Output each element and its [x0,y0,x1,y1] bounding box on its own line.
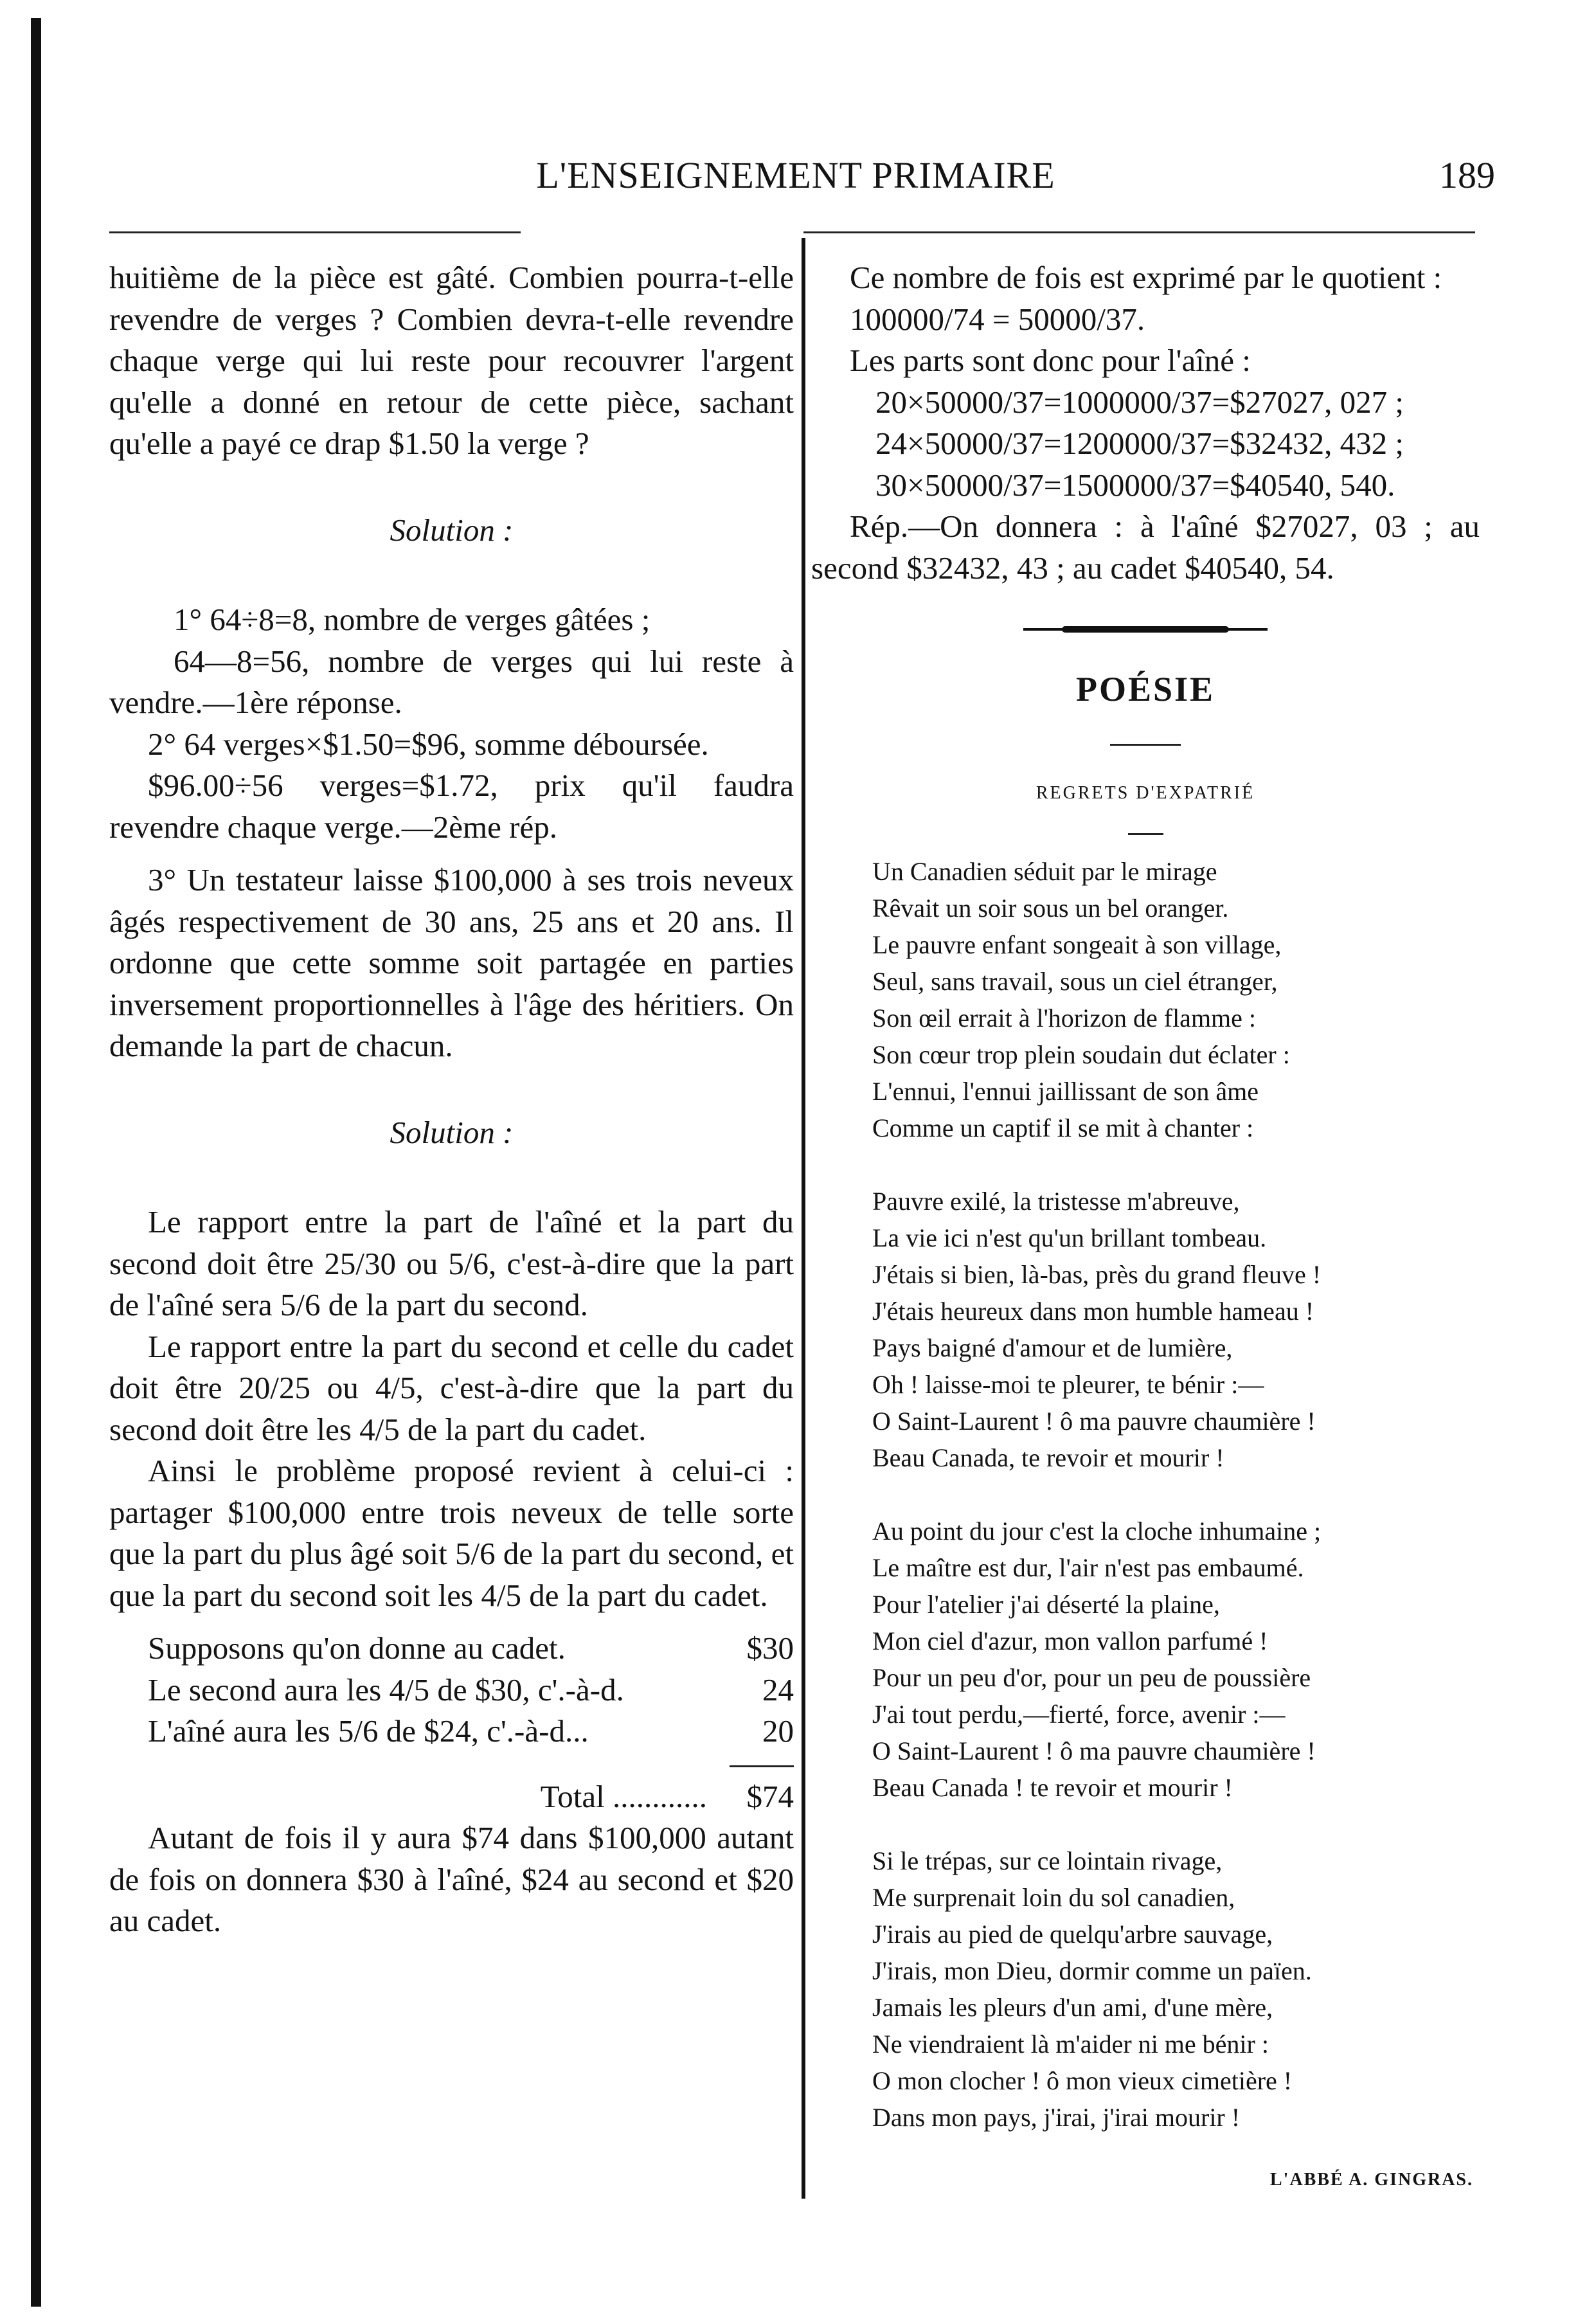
poem-line: Seul, sans travail, sous un ciel étranger, [872,967,1278,996]
poem-line: Pays baigné d'amour et de lumière, [872,1333,1233,1362]
poem-line: Pour l'atelier j'ai déserté la plaine, [872,1590,1220,1619]
left-column [109,257,794,1942]
poem-line: J'irais, mon Dieu, dormir comme un païen. [872,1956,1312,1985]
poem-line: Au point du jour c'est la cloche inhumaine ; [872,1517,1322,1545]
poem-stanza [872,853,1480,1146]
part-calculation: 24×50000/37=1200000/37=$32432, 432 ; [875,426,1404,461]
poem-line: Mon ciel d'azur, mon vallon parfumé ! [872,1626,1268,1655]
poem-stanza [872,1513,1480,1806]
total-label: Total ............ [540,1778,707,1814]
poem [811,853,1480,2136]
author-signature: L'ABBÉ A. GINGRAS. [1269,2170,1473,2190]
poem-stanza [872,1842,1480,2136]
running-title: L'ENSEIGNEMENT PRIMAIRE [536,154,1055,196]
solution-paragraph: Le rapport entre la part de l'aîné et la part du second doit être 25/30 ou 5/6, c'est-à-dire que la part de l'aîné sera 5/6 de la part du second. [109,1204,794,1322]
share-row [109,1628,794,1670]
poem-line: Pauvre exilé, la tristesse m'abreuve, [872,1187,1240,1216]
conclusion-paragraph: Autant de fois il y aura $74 dans $100,000 autant de fois on donnera $30 à l'aîné, $24 au second et $20 au cadet. [109,1820,794,1938]
solution-step: 64—8=56, nombre de verges qui lui reste à vendre.—1ère réponse. [109,643,794,720]
header-rule-right [803,231,1475,233]
poem-line: J'ai tout perdu,—fierté, force, avenir :— [872,1700,1286,1729]
poem-title: REGRETS D'EXPATRIÉ [1036,782,1255,803]
poem-line: J'irais au pied de quelqu'arbre sauvage, [872,1920,1273,1949]
solution-heading: Solution : [390,512,514,548]
poem-line: J'étais si bien, là-bas, près du grand fleuve ! [872,1260,1322,1289]
poem-line: Ne viendraient là m'aider ni me bénir : [872,2030,1269,2058]
share-label: L'aîné aura les 5/6 de $24, c'.-à-d... [148,1713,589,1749]
problem-continuation: huitième de la pièce est gâté. Combien pourra-t-elle revendre de verges ? Combien devra-t-elle revendre chaque verge qui lui reste pour recouvrer l'argent qu'elle a donné en retour de cette pièce, sachant qu'elle a payé ce drap $1.50 la verge ? [109,260,794,461]
poem-line: Me surprenait loin du sol canadien, [872,1883,1235,1912]
share-amount: 20 [762,1713,794,1749]
poem-line: Son œil errait à l'horizon de flamme : [872,1004,1257,1032]
share-table [109,1628,794,1817]
share-row [109,1711,794,1752]
title-rule [1128,833,1163,835]
column-divider [802,238,805,2199]
quotient-formula: 100000/74 = 50000/37. [850,301,1145,337]
ornament-center [1062,626,1229,633]
poem-line: Un Canadien séduit par le mirage [872,857,1217,886]
poem-line: La vie ici n'est qu'un brillant tombeau. [872,1223,1267,1252]
poem-line: Dans mon pays, j'irai, j'irai mourir ! [872,2103,1241,2132]
poem-line: Pour un peu d'or, pour un peu de poussière [872,1663,1311,1692]
poem-line: O Saint-Laurent ! ô ma pauvre chaumière ! [872,1407,1316,1436]
poem-line: Beau Canada, te revoir et mourir ! [872,1443,1224,1472]
poem-line: Le pauvre enfant songeait à son village, [872,930,1282,959]
heading-rule [1110,744,1181,746]
part-calculation: 30×50000/37=1500000/37=$40540, 540. [875,467,1395,503]
solution-step: $96.00÷56 verges=$1.72, prix qu'il faudra revendre chaque verge.—2ème rép. [109,768,794,845]
share-row [109,1670,794,1711]
share-amount: $30 [746,1630,794,1666]
share-label: Le second aura les 4/5 de $30, c'.-à-d. [148,1671,624,1707]
solution-heading: Solution : [390,1114,514,1150]
poem-line: Son cœur trop plein soudain dut éclater : [872,1040,1290,1069]
share-amount: 24 [762,1671,794,1707]
poem-line: Rêvait un soir sous un bel oranger. [872,894,1229,923]
poem-line: Comme un captif il se mit à chanter : [872,1113,1254,1142]
solution-step: 2° 64 verges×$1.50=$96, somme déboursée. [148,726,709,762]
poem-line: J'étais heureux dans mon humble hameau ! [872,1297,1314,1326]
solution-paragraph: Le rapport entre la part du second et celle du cadet doit être 20/25 ou 4/5, c'est-à-dire que la part du second doit être les 4/5 de la part du cadet. [109,1328,794,1447]
poem-line: O mon clocher ! ô mon vieux cimetière ! [872,2066,1293,2095]
solution-step: 1° 64÷8=8, nombre de verges gâtées ; [174,602,650,637]
poem-line: O Saint-Laurent ! ô ma pauvre chaumière ! [872,1736,1316,1765]
problem-statement: 3° Un testateur laisse $100,000 à ses trois neveux âgés respectivement de 30 ans, 25 ans et 20 ans. Il ordonne que cette somme soit partagée en parties inversement proportionnelles à l'âge des héritiers. On demande la part de chacun. [109,862,794,1063]
header-rule-left [109,231,521,233]
right-column [811,257,1480,2201]
total-amount: $74 [746,1778,794,1814]
page-header [96,153,1495,198]
poem-line: L'ennui, l'ennui jaillissant de son âme [872,1077,1259,1106]
poem-line: Oh ! laisse-moi te pleurer, te bénir :— [872,1370,1264,1399]
share-label: Supposons qu'on donne au cadet. [148,1630,566,1666]
page-number: 189 [1439,154,1495,196]
poem-line: Si le trépas, sur ce lointain rivage, [872,1846,1223,1875]
solution-paragraph: Ainsi le problème proposé revient à celui-ci : partager $100,000 entre trois neveux de telle sorte que la part du plus âgé soit 5/6 de la part du second, et que la part du second soit les 4/5 de la part du cadet. [109,1453,794,1613]
quotient-intro: Ce nombre de fois est exprimé par le quotient : [850,260,1442,295]
section-ornament [1023,626,1268,633]
poem-line: Jamais les pleurs d'un ami, d'une mère, [872,1993,1273,2022]
parts-intro: Les parts sont donc pour l'aîné : [850,343,1251,378]
poem-line: Le maître est dur, l'air n'est pas embaumé. [872,1553,1304,1582]
section-heading: POÉSIE [1075,670,1215,708]
answer-paragraph: Rép.—On donnera : à l'aîné $27027, 03 ; au second $32432, 43 ; au cadet $40540, 54. [811,509,1480,586]
poem-stanza [872,1183,1480,1476]
total-row [109,1767,794,1818]
binding-edge [31,18,41,2307]
poem-line: Beau Canada ! te revoir et mourir ! [872,1773,1233,1802]
part-calculation: 20×50000/37=1000000/37=$27027, 027 ; [875,384,1404,420]
